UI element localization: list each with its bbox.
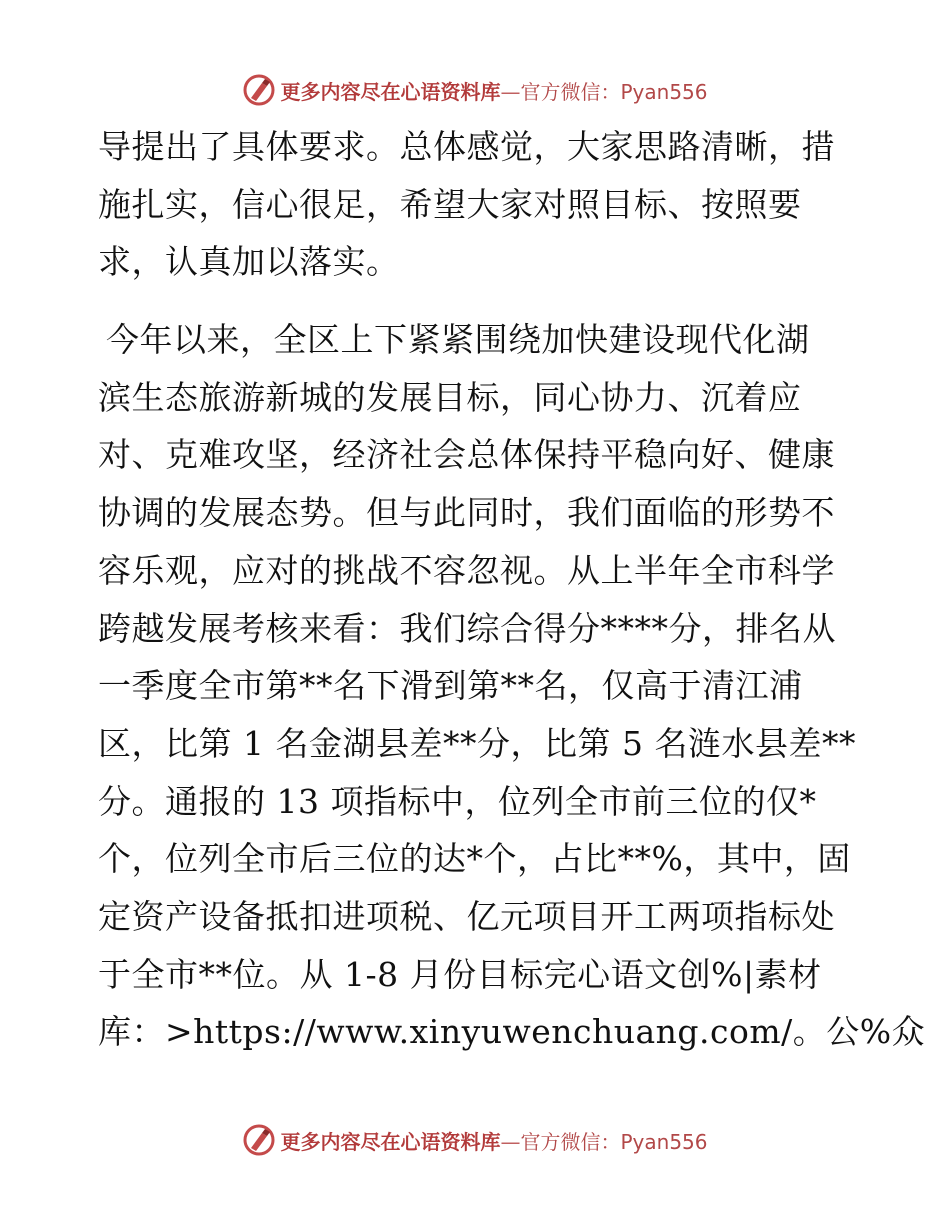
text-line: 求，认真加以落实。 <box>98 242 400 282</box>
banner-main-text: 更多内容尽在心语资料库 <box>280 79 501 104</box>
text-line: 导提出了具体要求。总体感觉，大家思路清晰，措 <box>98 127 835 166</box>
text-line: 对、克难攻坚，经济社会总体保持平稳向好、健康 <box>98 435 835 475</box>
xinyu-logo-icon <box>242 73 276 107</box>
footer-watermark-banner <box>0 1120 950 1160</box>
text-line: 施扎实，信心很足，希望大家对照目标、按照要 <box>98 184 802 224</box>
text-line: 库：>https://www.xinyuwenchuang.com/。公%众 <box>98 1012 926 1052</box>
xinyu-logo-icon <box>242 1123 276 1157</box>
banner-wechat-handle: Pyan556 <box>620 79 708 104</box>
text-line: 区，比第 1 名金湖县差**分，比第 5 名涟水县差** <box>98 723 856 763</box>
header-watermark-banner <box>0 70 950 110</box>
text-line: 协调的发展态势。但与此同时，我们面临的形势不 <box>98 493 835 533</box>
banner-text <box>280 1126 707 1155</box>
text-line: 分。通报的 13 项指标中，位列全市前三位的仅* <box>98 781 817 821</box>
text-line: 容乐观，应对的挑战不容忽视。从上半年全市科学 <box>98 550 835 590</box>
text-line: 于全市**位。从 1-8 月份目标完心语文创%|素材 <box>98 954 822 994</box>
paragraph-2 <box>98 311 926 1061</box>
banner-wechat-label: 官方微信： <box>520 1129 621 1154</box>
text-line: 个，位列全市后三位的达*个，占比**%，其中，固 <box>98 839 851 879</box>
document-body <box>98 118 926 1061</box>
text-line: 今年以来，全区上下紧紧围绕加快建设现代化湖 <box>106 320 810 360</box>
banner-main-text: 更多内容尽在心语资料库 <box>280 1129 501 1154</box>
text-line: 一季度全市第**名下滑到第**名，仅高于清江浦 <box>98 666 803 706</box>
banner-text <box>280 76 707 105</box>
banner-wechat-handle: Pyan556 <box>620 1129 708 1154</box>
banner-separator: — <box>500 79 521 104</box>
text-line: 滨生态旅游新城的发展目标，同心协力、沉着应 <box>98 377 802 417</box>
banner-wechat-label: 官方微信： <box>520 79 621 104</box>
text-line: 跨越发展考核来看：我们综合得分****分，排名从 <box>98 608 836 648</box>
banner-separator: — <box>500 1129 521 1154</box>
paragraph-1 <box>98 118 858 291</box>
text-line: 定资产设备抵扣进项税、亿元项目开工两项指标处 <box>98 896 835 936</box>
